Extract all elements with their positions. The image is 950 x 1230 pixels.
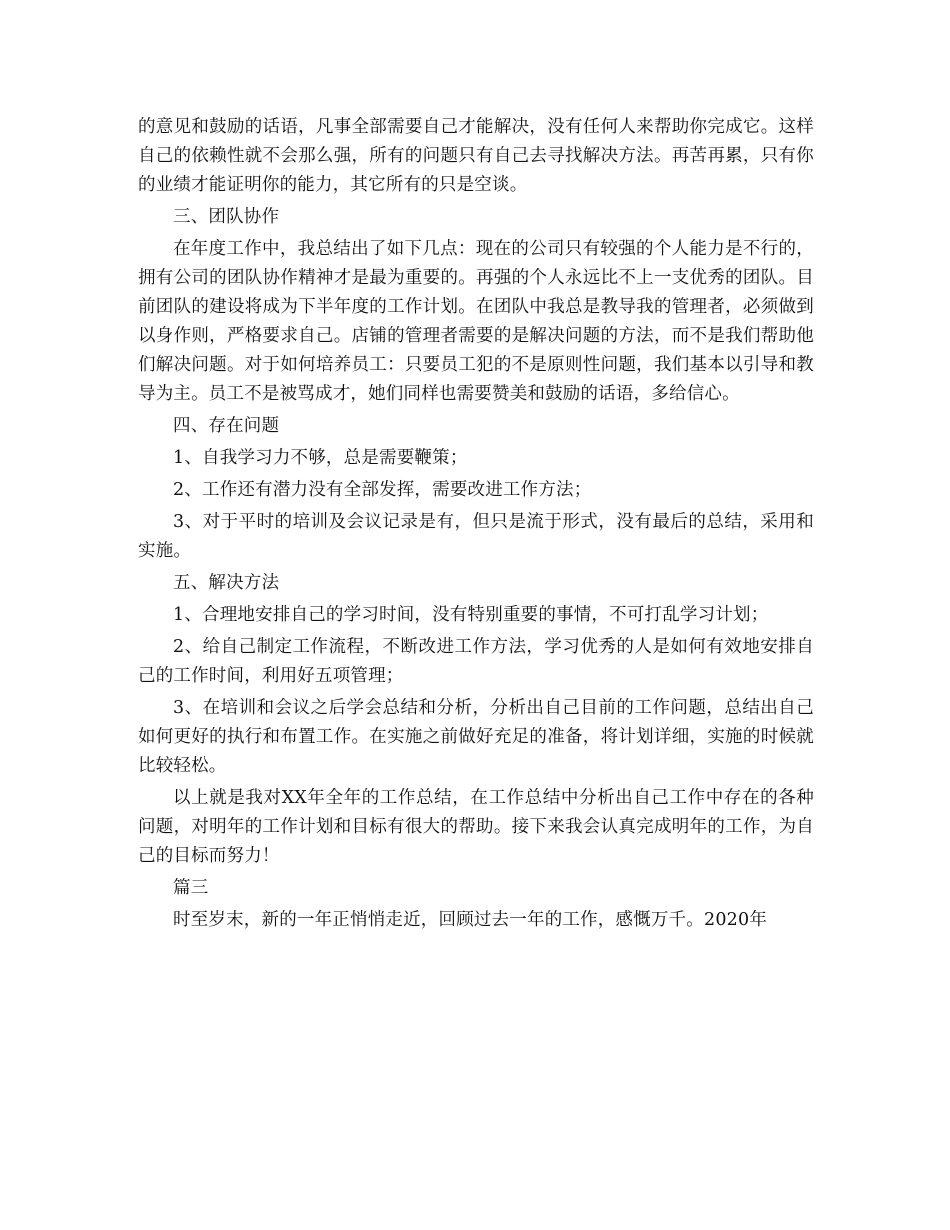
section-heading-problems: 四、存在问题 <box>173 416 280 436</box>
paragraph-part-three-intro: 时至岁末，新的一年正悄悄走近，回顾过去一年的工作，感慨万千。2020年 <box>173 910 768 930</box>
paragraph-continuation: 的意见和鼓励的话语，凡事全部需要自己才能解决，没有任何人来帮助你完成它。这样自己的依赖性就不会那么强，所有的问题只有自己去寻找解决方法。再苦再累，只有你的业绩才能证明你的能力，其它所有的只是空谈。 <box>138 117 814 195</box>
solution-item-1: 1、合理地安排自己的学习时间，没有特别重要的事情，不可打乱学习计划； <box>173 605 769 625</box>
problem-item-1: 1、自我学习力不够，总是需要鞭策； <box>173 448 468 468</box>
solution-item-3: 3、在培训和会议之后学会总结和分析，分析出自己目前的工作问题，总结出自己如何更好的执行和布置工作。在实施之前做好充足的准备，将计划详细，实施的时候就比较轻松。 <box>138 698 814 776</box>
problem-item-3: 3、对于平时的培训及会议记录是有，但只是流于形式，没有最后的总结，采用和实施。 <box>138 512 814 561</box>
document-body <box>138 113 814 938</box>
section-heading-solutions: 五、解决方法 <box>173 573 280 593</box>
paragraph-conclusion: 以上就是我对XX年全年的工作总结，在工作总结中分析出自己工作中存在的各种问题，对明年的工作计划和目标有很大的帮助。接下来我会认真完成明年的工作，为自己的目标而努力！ <box>138 788 814 866</box>
paragraph-teamwork: 在年度工作中，我总结出了如下几点：现在的公司只有较强的个人能力是不行的，拥有公司的团队协作精神才是最为重要的。再强的个人永远比不上一支优秀的团队。目前团队的建设将成为下半年度的工作计划。在团队中我总是教导我的管理者，必须做到以身作则，严格要求自己。店铺的管理者需要的是解决问题的方法，而不是我们帮助他们解决问题。对于如何培养员工：只要员工犯的不是原则性问题，我们基本以引导和教导为主。员工不是被骂成才，她们同样也需要赞美和鼓励的话语，多给信心。 <box>138 239 814 404</box>
section-heading-part-three: 篇三 <box>173 878 209 898</box>
problem-item-2: 2、工作还有潜力没有全部发挥，需要改进工作方法； <box>173 480 592 500</box>
section-heading-teamwork: 三、团队协作 <box>173 207 280 227</box>
solution-item-2: 2、给自己制定工作流程，不断改进工作方法，学习优秀的人是如何有效地安排自己的工作时间，利用好五项管理； <box>138 637 814 686</box>
